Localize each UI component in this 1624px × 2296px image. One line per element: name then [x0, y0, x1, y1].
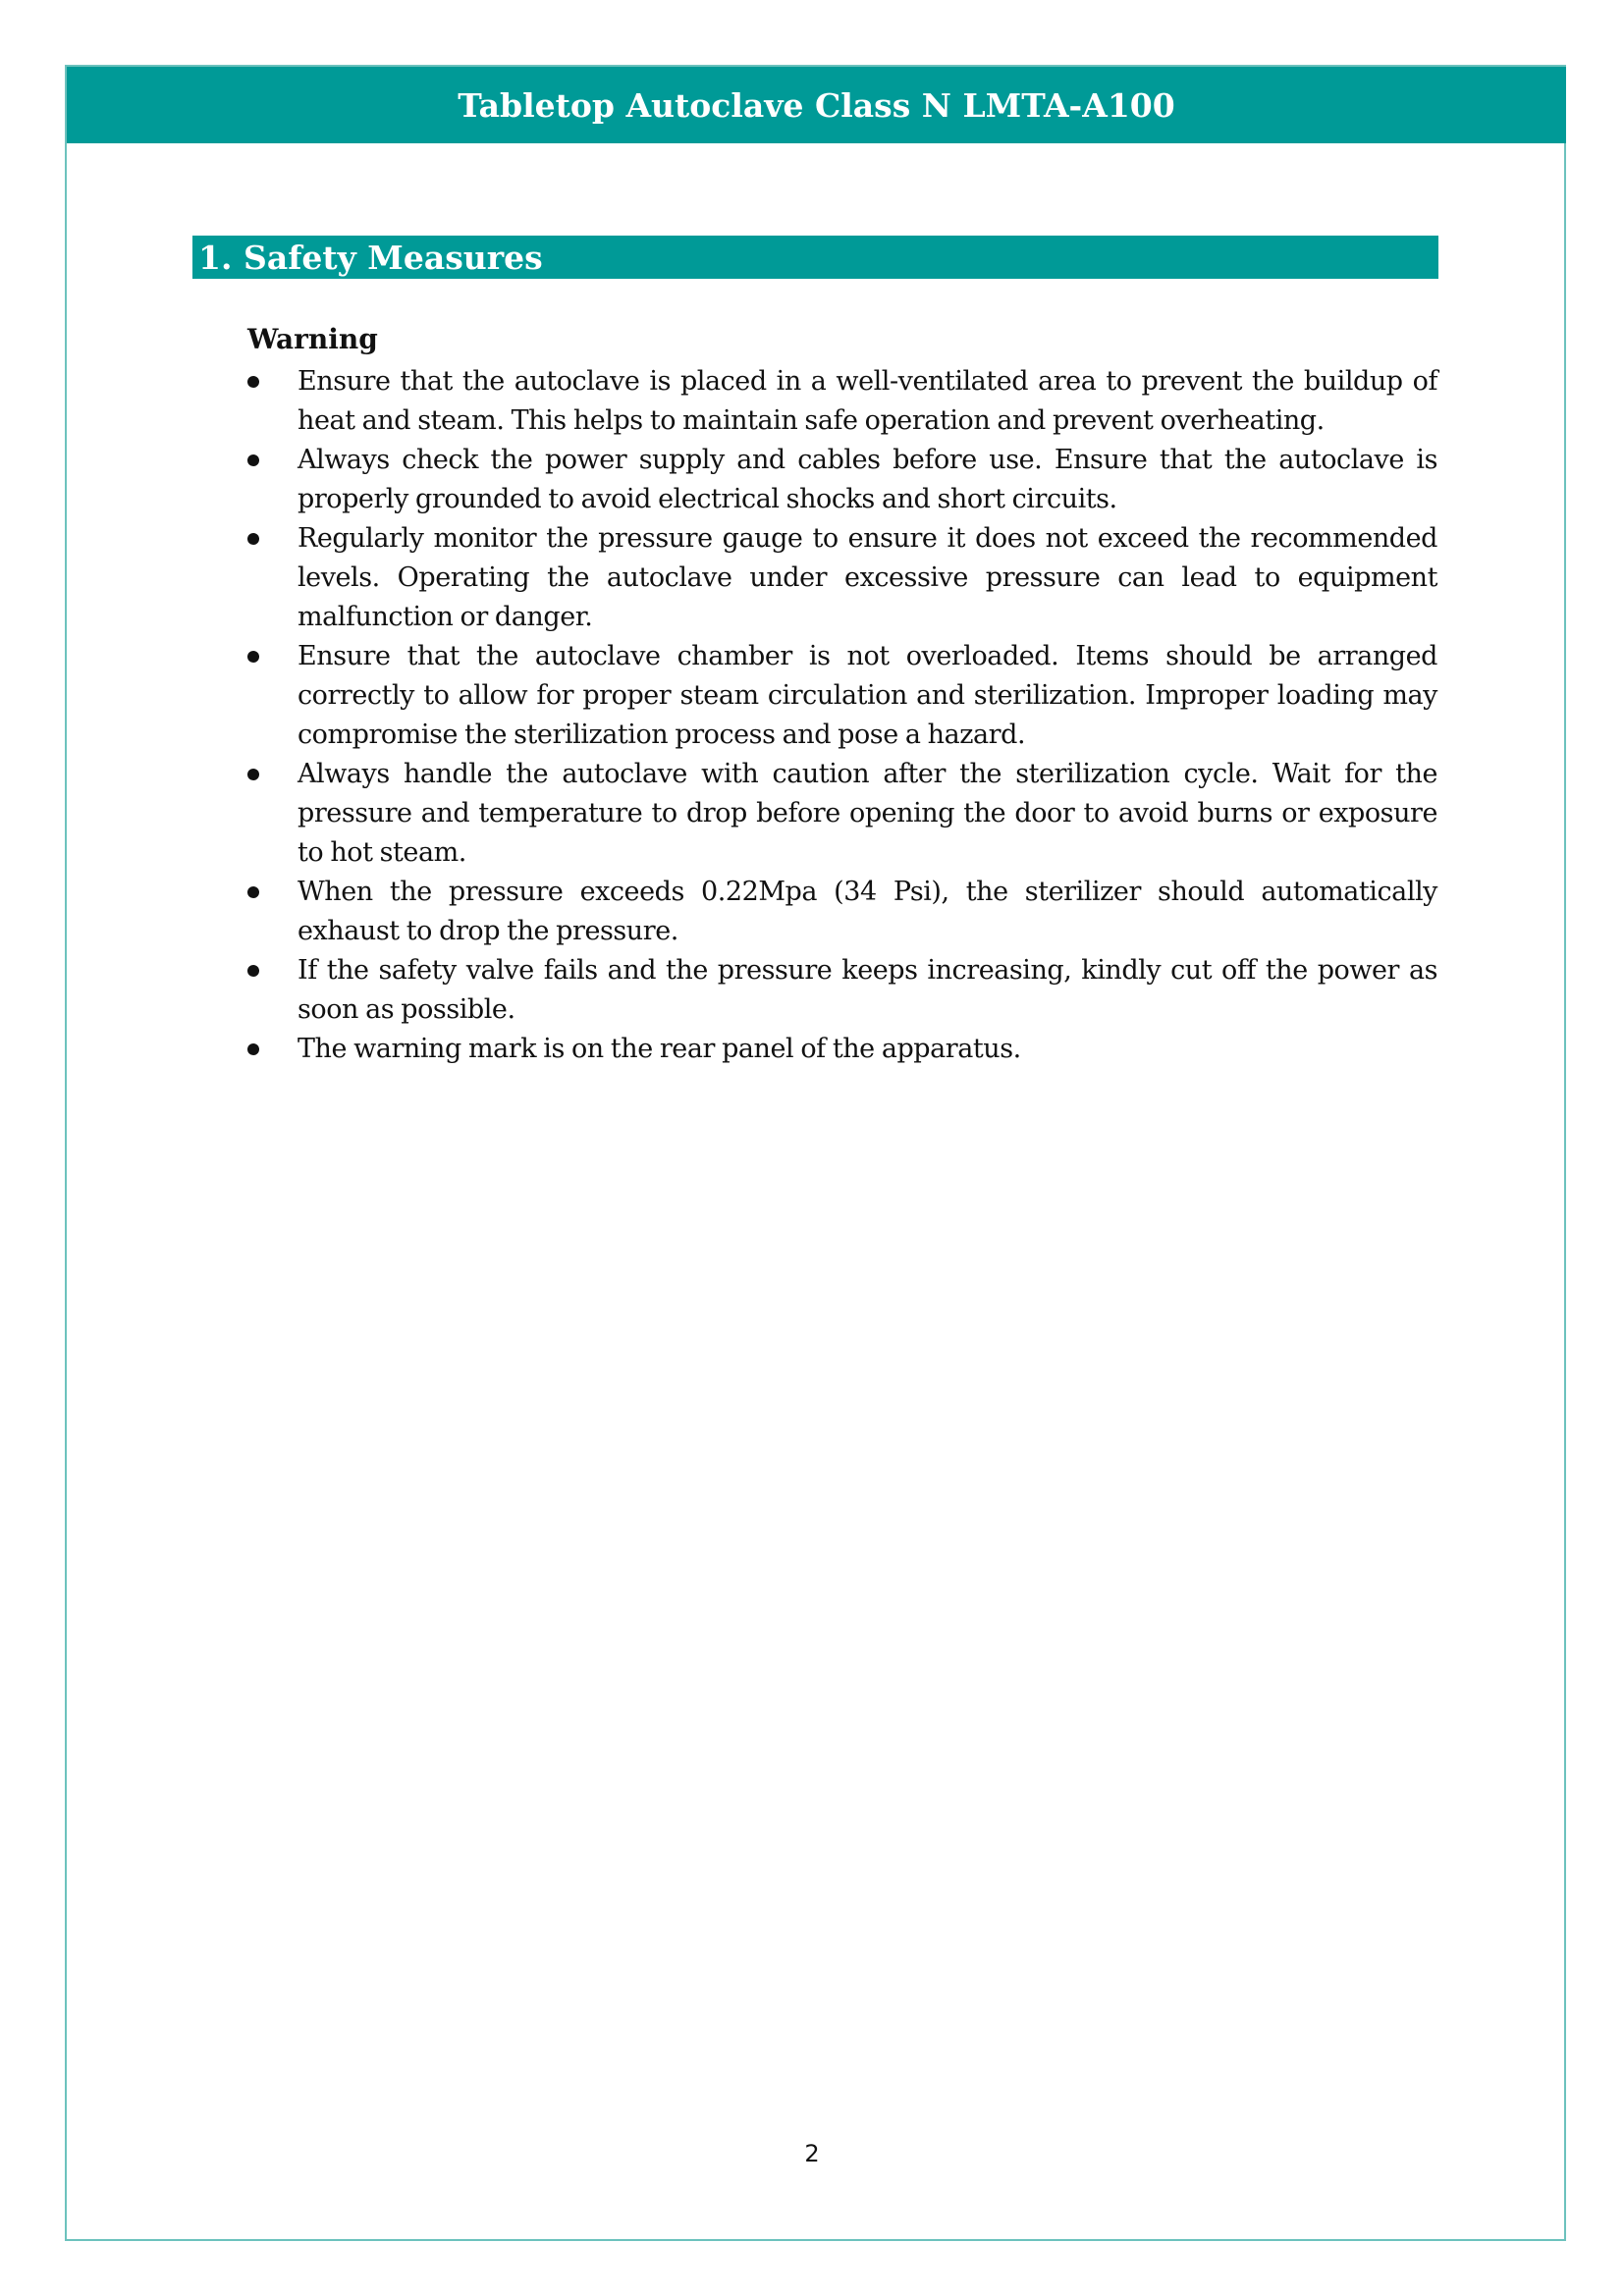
warning-label: Warning: [247, 323, 378, 355]
list-item: [247, 755, 1437, 873]
document-header: [67, 67, 1566, 143]
list-item: [247, 873, 1437, 951]
list-item: [247, 519, 1437, 637]
page-number: 2: [804, 2140, 820, 2167]
document-title: Tabletop Autoclave Class N LMTA-A100: [458, 85, 1175, 125]
warning-list: [247, 362, 1437, 1069]
section-number: 1.: [198, 238, 233, 277]
list-item-text: If the safety valve fails and the pressure keeps increasing, kindly cut off the power as soon as possible.: [298, 955, 1437, 1025]
list-item-text: Regularly monitor the pressure gauge to ensure it does not exceed the recommended levels. Operating the autoclave under excessive pressure can lead to equipment malfunction or danger.: [298, 523, 1437, 632]
section-heading: [192, 236, 1438, 279]
bullet-icon: [247, 376, 259, 388]
list-item: [247, 1030, 1437, 1069]
bullet-icon: [247, 1043, 259, 1055]
list-item: [247, 441, 1437, 519]
bullet-icon: [247, 533, 259, 545]
list-item-text: The warning mark is on the rear panel of the apparatus.: [298, 1034, 1021, 1064]
list-item-text: Ensure that the autoclave chamber is not overloaded. Items should be arranged correctly to allow for proper steam circulation and sterilization. Improper loading may compromise the sterilization process and pose a hazard.: [298, 641, 1437, 750]
list-item: [247, 637, 1437, 755]
bullet-icon: [247, 454, 259, 466]
bullet-icon: [247, 651, 259, 663]
list-item-text: When the pressure exceeds 0.22Mpa (34 Psi), the sterilizer should automatically exhaust to drop the pressure.: [298, 877, 1437, 946]
list-item-text: Ensure that the autoclave is placed in a well-ventilated area to prevent the buildup of heat and steam. This helps to maintain safe operation and prevent overheating.: [298, 366, 1437, 436]
bullet-icon: [247, 769, 259, 780]
list-item-text: Always handle the autoclave with caution after the sterilization cycle. Wait for the pressure and temperature to drop before opening the door to avoid burns or exposure to hot steam.: [298, 759, 1437, 868]
list-item: [247, 362, 1437, 441]
section-title: Safety Measures: [244, 238, 543, 277]
list-item: [247, 951, 1437, 1030]
bullet-icon: [247, 965, 259, 977]
bullet-icon: [247, 886, 259, 898]
list-item-text: Always check the power supply and cables before use. Ensure that the autoclave is properly grounded to avoid electrical shocks and short circuits.: [298, 445, 1437, 514]
